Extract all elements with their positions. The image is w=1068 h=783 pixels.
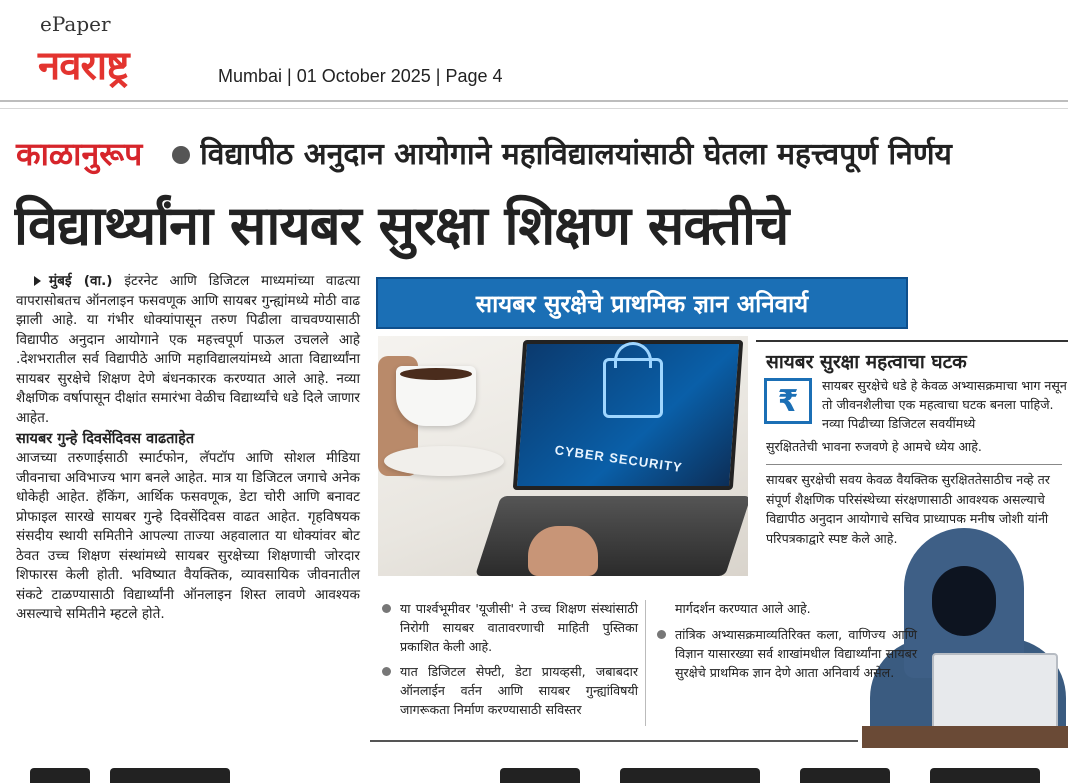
sidebar-paragraph: सायबर सुरक्षेचे धडे हे केवळ अभ्यासक्रमाचा भाग नसून तो जीवनशैलीचा एक महत्वाचा घटक बनला पाहिजे. नव्या पिढीच्या डिजिटल सवयींमध्ये	[822, 378, 1067, 431]
list-item: यात डिजिटल सेफ्टी, डेटा प्रायव्हसी, जबाबदार ऑनलाईन वर्तन आणि सायबर गुन्ह्यांविषयी जागरूकता निर्माण करण्यासाठी सविस्तर	[380, 662, 638, 719]
list-item: तांत्रिक अभ्यासक्रमाव्यतिरिक्त कला, वाणिज्य आणि विज्ञान यासारख्या सर्व शाखांमधील विद्यार्थ्यांना सायबर सुरक्षेचे प्राथमिक ज्ञान देणे आता अनिवार्य असेल.	[655, 625, 917, 682]
rupee-icon: ₹	[764, 378, 812, 424]
sidebar-title: सायबर सुरक्षा महत्वाचा घटक	[766, 351, 967, 373]
cyber-security-photo	[378, 336, 748, 576]
desk-shape	[862, 726, 1068, 748]
lead-place: मुंबई (वा.)	[49, 273, 113, 289]
edition-dateline: Mumbai | 01 October 2025 | Page 4	[218, 66, 503, 86]
article-lead-paragraph	[16, 272, 360, 428]
screen-caption: CYBER SECURITY	[553, 442, 684, 476]
info-banner: सायबर सुरक्षेचे प्राथमिक ज्ञान अनिवार्य	[376, 277, 908, 329]
kicker-label: काळानुरूप	[16, 135, 143, 173]
newspaper-logo[interactable]: नवराष्ट्र	[38, 43, 129, 89]
saucer-shape	[384, 446, 504, 476]
header-divider	[0, 100, 1068, 102]
bullet-list-left	[380, 599, 638, 725]
article-headline: विद्यार्थ्यांना सायबर सुरक्षा शिक्षण सक्तीचे	[14, 194, 789, 257]
bottom-rule	[370, 740, 858, 742]
bullet-list-right	[655, 599, 917, 682]
triangle-marker-icon	[34, 276, 41, 286]
sidebar-paragraph-cont: सुरक्षिततेची भावना रुजवणे हे आमचे ध्येय आहे.	[766, 439, 982, 454]
sidebar-quote: सायबर सुरक्षेची सवय केवळ वैयक्तिक सुरक्षिततेसाठीच नव्हे तर संपूर्ण शैक्षणिक परिसंस्थेच्या संरक्षणासाठी आवश्यक असल्याचे विद्यापीठ अनुदान आयोगाचे सचिव प्राध्यापक मनीष जोशी यांनी परिपत्रकाद्वारे स्पष्ट केले आहे.	[766, 472, 1050, 546]
header-divider-thin	[0, 108, 1068, 109]
list-item: या पार्श्वभूमीवर 'यूजीसी' ने उच्च शिक्षण संस्थांसाठी निरोगी सायबर वातावरणाची माहिती पुस्तिका प्रकाशित केली आहे.	[380, 599, 638, 656]
sidebar-divider	[766, 464, 1062, 465]
coffee-surface	[400, 368, 472, 380]
hidden-face	[932, 566, 996, 636]
laptop-icon	[932, 653, 1058, 731]
laptop-keyboard	[475, 496, 748, 576]
hand-shape	[528, 526, 598, 576]
cutoff-glyph	[110, 768, 230, 783]
list-item-continuation: मार्गदर्शन करण्यात आले आहे.	[675, 601, 811, 616]
padlock-icon	[603, 358, 663, 418]
article-paragraph: आजच्या तरुणाईसाठी स्मार्टफोन, लॅपटॉप आणि सोशल मीडिया जीवनाचा अविभाज्य भाग बनले आहेत. मात्र या डिजिटल जगाचे अनेक धोकेही आहेत. हॅकिंग, आर्थिक फसवणूक, डेटा चोरी आणि बनावट प्रोफाइल सारखे सायबर गुन्हे दिवसेंदिवस वाढत आहेत. गृहविषयक संसदीय स्थायी समितीने आपल्या ताज्या अहवालात या धोक्यांवर बोट ठेवत उच्च शिक्षण संस्थांमध्ये सायबर सुरक्षेच्या शिक्षणाची जोरदार शिफारस केली होती. भविष्यात वैयक्तिक, व्यावसायिक जीवनातील संकटे टाळण्यासाठी विद्यार्थ्यांनी ऑनलाइन शिस्त लावणे आवश्यक असल्याचे समितीने म्हटले होते.	[16, 450, 360, 622]
cutoff-glyph	[800, 768, 890, 783]
article-subheadline: विद्यापीठ अनुदान आयोगाने महाविद्यालयांसाठी घेतला महत्त्वपूर्ण निर्णय	[200, 137, 952, 172]
next-article-cutoff	[0, 768, 1068, 783]
lead-text: इंटरनेट आणि डिजिटल माध्यमांच्या वाढत्या वापरासोबतच ऑनलाइन फसवणूक आणि सायबर गुन्ह्यांमध्ये मोठी वाढ झाली आहे. या गंभीर धोक्यांपासून तरुण पिढीला वाचवण्यासाठी विद्यापीठ अनुदान आयोगाने एक महत्त्वपूर्ण पाऊल उचलले आहे .देशभरातील सर्व विद्यापीठे आणि महाविद्यालयांमध्ये आता विद्यार्थ्यांना सायबर सुरक्षेचे शिक्षण देणे बंधनकारक करण्यात आले आहे. नव्या शैक्षणिक वर्षापासून दीक्षांत समारंभा वेळीच विद्यार्थ्यांचे धडे दिले जाणार आहेत.	[16, 273, 361, 426]
cutoff-glyph	[30, 768, 90, 783]
article-body-column	[16, 272, 360, 625]
cutoff-glyph	[930, 768, 1040, 783]
section-heading: सायबर गुन्हे दिवसेंदिवस वाढताहेत	[16, 431, 195, 447]
bullet-dot-icon	[172, 146, 190, 164]
cutoff-glyph	[620, 768, 760, 783]
cutoff-glyph	[500, 768, 580, 783]
epaper-label: ePaper	[40, 12, 111, 36]
column-divider	[645, 600, 646, 726]
